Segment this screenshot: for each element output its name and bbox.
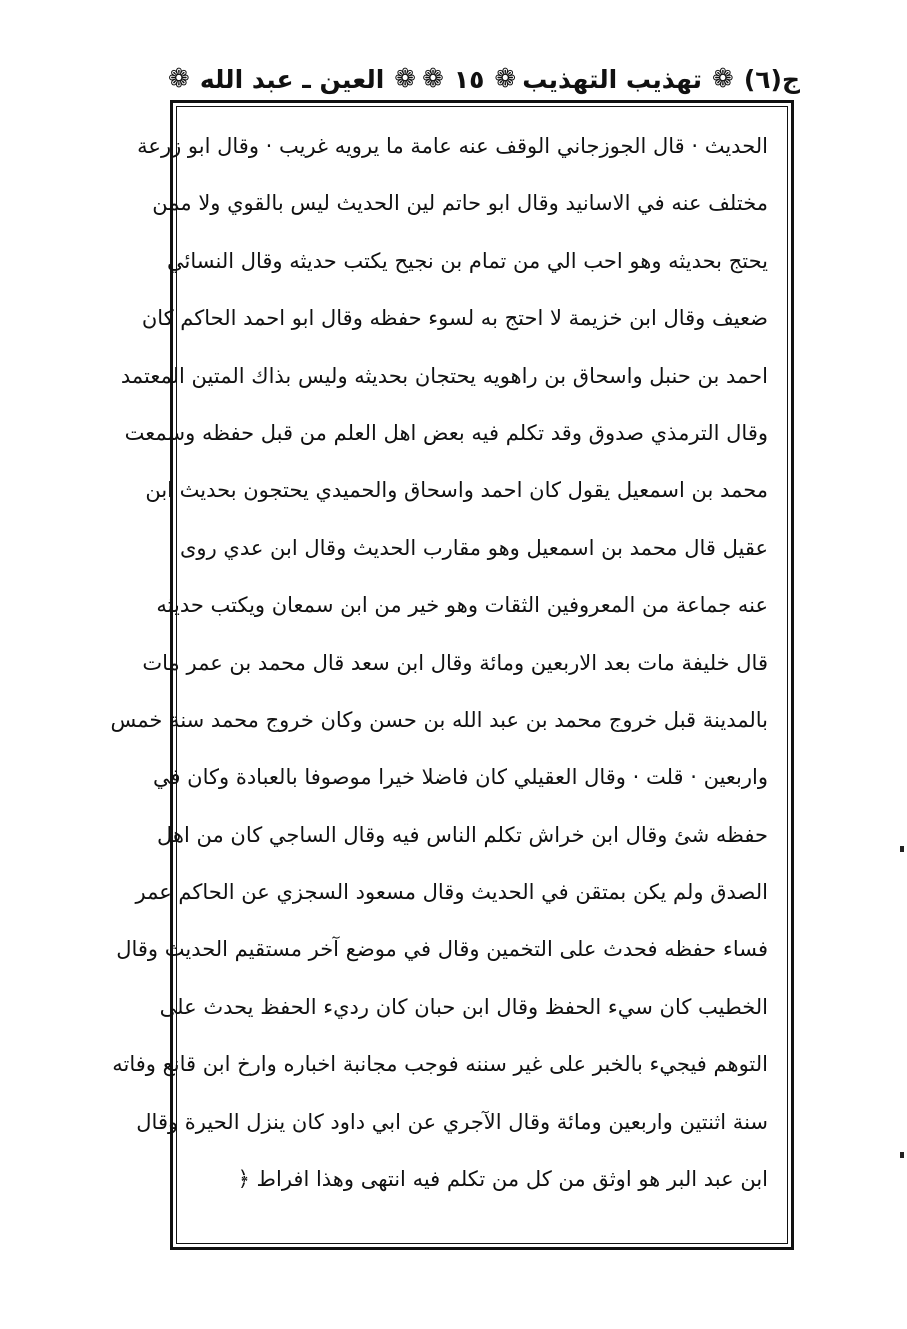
body-text	[110, 118, 768, 1228]
text-line: حفظه شئ وقال ابن خراش تكلم الناس فيه وقال الساجي كان من اهل	[157, 822, 768, 847]
text-line: الحديث · قال الجوزجاني الوقف عنه عامة ما يرويه غريب · وقال ابو زرعة	[137, 134, 768, 158]
text-line: محمد بن اسمعيل يقول كان احمد واسحاق والحميدي يحتجون بحديث ابن	[145, 478, 768, 503]
text-line: الصدق ولم يكن بمتقن في الحديث وقال مسعود السجزي عن الحاكم عمر	[135, 880, 768, 905]
running-header	[168, 58, 800, 100]
text-line: عقيل قال محمد بن اسمعيل وهو مقارب الحديث وقال ابن عدي روى	[180, 535, 768, 560]
text-line: ضعيف وقال ابن خزيمة لا احتج به لسوء حفظه وقال ابو احمد الحاكم كان	[141, 306, 768, 331]
page-number: ١٥	[453, 64, 485, 94]
text-line: يحتج بحديثه وهو احب الي من تمام بن نجيح يكتب حديثه وقال النسائي	[167, 248, 768, 273]
ornament-icon: ❁	[168, 64, 190, 94]
header-volume-title	[522, 65, 800, 94]
ornament-icon: ❁	[712, 64, 734, 94]
scan-speck	[900, 1152, 904, 1158]
volume-number: ج(٦)	[743, 64, 800, 94]
book-title: تهذيب التهذيب	[522, 64, 703, 94]
text-line: فساء حفظه فحدث على التخمين وقال في موضع آخر مستقيم الحديث وقال	[116, 937, 768, 962]
section-title: العين ـ عبد الله	[199, 64, 385, 94]
text-line: وقال الترمذي صدوق وقد تكلم فيه بعض اهل العلم من قبل حفظه وسمعت	[124, 420, 768, 445]
scan-speck	[900, 846, 904, 852]
text-line: سنة اثنتين واربعين ومائة وقال الآجري عن ابي داود كان ينزل الحيرة وقال	[136, 1109, 768, 1134]
text-line: بالمدينة قبل خروج محمد بن عبد الله بن حسن وكان خروج محمد سنة خمس	[110, 707, 768, 732]
header-section	[168, 65, 416, 94]
ornament-icon: ❁	[422, 64, 444, 94]
header-page-number	[422, 65, 516, 94]
text-line: واربعين · قلت · وقال العقيلي كان فاضلا خيرا موصوفا بالعبادة وكان في	[152, 765, 768, 790]
ornament-icon: ❁	[394, 64, 417, 94]
ornament-icon: ❁	[494, 64, 517, 94]
text-line: احمد بن حنبل واسحاق بن راهويه يحتجان بحديثه وليس بذاك المتين المعتمد	[120, 363, 768, 388]
text-line: الخطيب كان سيء الحفظ وقال ابن حبان كان رديء الحفظ يحدث على	[159, 994, 768, 1019]
text-line: ابن عبد البر هو اوثق من كل من تكلم فيه انتهى وهذا افراط ﴿	[237, 1167, 768, 1192]
text-line: التوهم فيجيء بالخبر على غير سننه فوجب مجانبة اخباره وارخ ابن قانع وفاته	[112, 1052, 768, 1077]
text-line: قال خليفة مات بعد الاربعين ومائة وقال ابن سعد قال محمد بن عمر مات	[142, 650, 768, 675]
text-line: عنه جماعة من المعروفين الثقات وهو خير من ابن سمعان ويكتب حديثه	[156, 593, 768, 618]
text-line: مختلف عنه في الاسانيد وقال ابو حاتم لين الحديث ليس بالقوي ولا ممن	[152, 191, 768, 216]
